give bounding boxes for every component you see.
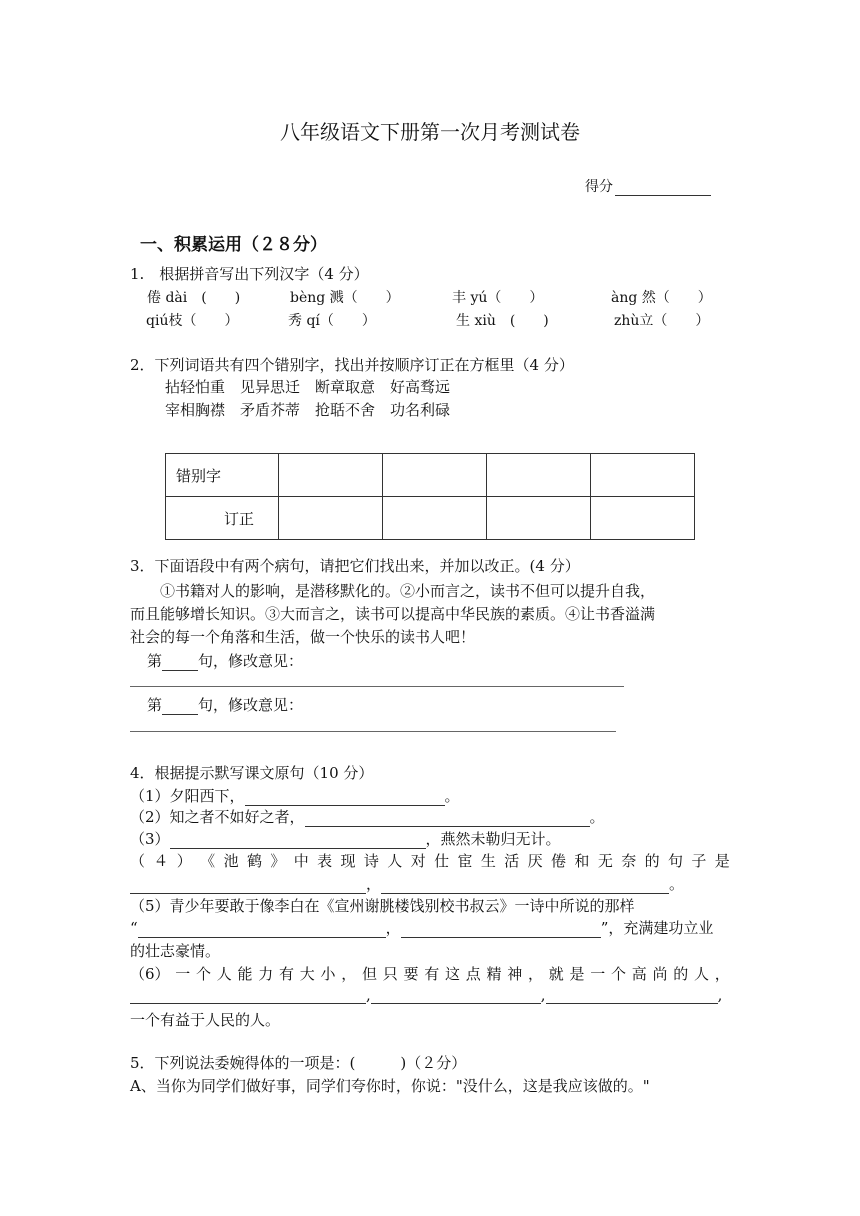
char: 倦 bbox=[551, 852, 567, 870]
q1-item: zhù立（ ） bbox=[614, 313, 710, 329]
char: 句 bbox=[667, 852, 683, 870]
q3-stem: 3．下面语段中有两个病句，请把它们找出来，并加以改正。(4 分） bbox=[130, 557, 580, 575]
char: 一 bbox=[175, 965, 191, 983]
q3-answer-prefix: 第 bbox=[147, 696, 163, 714]
correction-table bbox=[165, 453, 695, 540]
table-row bbox=[166, 497, 695, 540]
char: 一 bbox=[590, 965, 606, 983]
q4-item-5-answers bbox=[130, 917, 713, 938]
char: 要 bbox=[403, 965, 419, 983]
char: 现 bbox=[340, 852, 356, 870]
q4-text: “ bbox=[130, 919, 138, 937]
q3-answer bbox=[147, 694, 303, 715]
table-cell[interactable] bbox=[591, 454, 695, 497]
char: 能 bbox=[237, 965, 253, 983]
q4-item-1 bbox=[130, 785, 460, 806]
char: 只 bbox=[382, 965, 398, 983]
answer-blank[interactable] bbox=[381, 877, 669, 894]
char: 神 bbox=[507, 965, 523, 983]
q3-text: 社会的每一个角落和生活，做一个快乐的读书人吧！ bbox=[130, 628, 476, 646]
q1-item: 丰 yú（ ） bbox=[452, 290, 544, 306]
q3-text: ①书籍对人的影响，是潜移默化的。②小而言之，读书不但可以提升自我， bbox=[160, 582, 656, 600]
score-field bbox=[585, 176, 711, 196]
answer-blank[interactable] bbox=[162, 654, 198, 671]
char: 生 bbox=[480, 852, 496, 870]
q2-words: 拈轻怕重 见异思迁 断章取意 好高骛远 bbox=[165, 378, 451, 396]
q4-text: 。 bbox=[589, 808, 605, 826]
q1-item: qiú枝（ ） bbox=[146, 313, 239, 329]
char: （6） bbox=[130, 965, 170, 983]
char: 人 bbox=[216, 965, 232, 983]
char: 活 bbox=[504, 852, 520, 870]
q3-answer-prefix: 第 bbox=[147, 652, 163, 670]
score-label: 得分 bbox=[585, 179, 613, 195]
table-header-correct: 订正 bbox=[166, 497, 279, 540]
q1-item: bèng 溅（ ） bbox=[290, 290, 400, 306]
q1-stem: 1. 根据拼音写出下列汉字（4 分） bbox=[130, 265, 369, 283]
char: 的 bbox=[673, 965, 689, 983]
char: 鹤 bbox=[246, 852, 262, 870]
char: 宦 bbox=[457, 852, 473, 870]
answer-blank[interactable] bbox=[305, 810, 590, 827]
q4-text: 。 bbox=[444, 787, 460, 805]
char: ４ bbox=[153, 852, 169, 870]
q1-item: 倦 dài ( ) bbox=[147, 290, 241, 306]
q5-stem: 5．下列说法委婉得体的一项是：( )（２分） bbox=[130, 1054, 467, 1072]
q4-text: （2）知之者不如好之者， bbox=[130, 808, 305, 826]
q3-answer-suffix: 句，修改意见： bbox=[198, 696, 304, 714]
char: 子 bbox=[691, 852, 707, 870]
q2-stem: 2．下列词语共有四个错别字，找出并按顺序订正在方框里（4 分） bbox=[130, 356, 574, 374]
table-row bbox=[166, 454, 695, 497]
char: 有 bbox=[424, 965, 440, 983]
answer-blank[interactable] bbox=[162, 698, 198, 715]
char: ， bbox=[714, 965, 730, 983]
char: 就 bbox=[548, 965, 564, 983]
char: 诗 bbox=[363, 852, 379, 870]
q4-text: （3） bbox=[130, 830, 170, 848]
char: 个 bbox=[196, 965, 212, 983]
table-header-wrong: 错别字 bbox=[166, 454, 279, 497]
char: ， bbox=[528, 965, 544, 983]
q4-item-5: （5）青少年要敢于像李白在《宣州谢朓楼饯别校书叔云》一诗中所说的那样 bbox=[130, 897, 635, 915]
score-blank[interactable] bbox=[615, 181, 711, 196]
q3-answer-suffix: 句，修改意见： bbox=[198, 652, 304, 670]
q4-text: 的壮志豪情。 bbox=[130, 942, 221, 960]
section-heading: 一、积累运用（２８分） bbox=[140, 235, 327, 255]
table-cell[interactable] bbox=[383, 497, 487, 540]
answer-line[interactable] bbox=[130, 731, 616, 732]
answer-blank[interactable] bbox=[245, 789, 445, 806]
q4-item-6 bbox=[130, 963, 730, 984]
answer-blank[interactable] bbox=[130, 987, 366, 1004]
q4-item-3 bbox=[130, 828, 561, 849]
table-cell[interactable] bbox=[279, 454, 383, 497]
table-cell[interactable] bbox=[487, 497, 591, 540]
q4-item-2 bbox=[130, 806, 605, 827]
char: 对 bbox=[410, 852, 426, 870]
q4-stem: 4．根据提示默写课文原句（10 分） bbox=[130, 764, 374, 782]
q4-text: , bbox=[366, 986, 371, 1004]
answer-blank[interactable] bbox=[546, 987, 718, 1004]
q4-text: （1）夕阳西下， bbox=[130, 787, 245, 805]
q5-option-a: A、当你为同学们做好事，同学们夸你时，你说："没什么，这是我应该做的。" bbox=[130, 1077, 650, 1095]
char: 奈 bbox=[621, 852, 637, 870]
q4-item-4-answers bbox=[130, 873, 684, 894]
table-cell[interactable] bbox=[591, 497, 695, 540]
table-cell[interactable] bbox=[279, 497, 383, 540]
q4-text: , bbox=[540, 986, 546, 1004]
q4-text: ， bbox=[385, 919, 401, 937]
q2-words: 宰相胸襟 矛盾芥蒂 抢聒不舍 功名利碌 bbox=[165, 401, 451, 419]
char: 的 bbox=[644, 852, 660, 870]
q4-item-4 bbox=[130, 850, 730, 871]
q3-text: 而且能够增长知识。③大而言之，读书可以提高中华民族的素质。④让书香溢满 bbox=[130, 605, 656, 623]
q1-item: 生 xiù ( ) bbox=[456, 313, 549, 329]
table-cell[interactable] bbox=[487, 454, 591, 497]
char: 池 bbox=[223, 852, 239, 870]
char: 表 bbox=[317, 852, 333, 870]
answer-blank[interactable] bbox=[130, 877, 366, 894]
char: 这 bbox=[445, 965, 461, 983]
char: 精 bbox=[486, 965, 502, 983]
char: 力 bbox=[258, 965, 274, 983]
char: 是 bbox=[569, 965, 585, 983]
char: 点 bbox=[465, 965, 481, 983]
char: 和 bbox=[574, 852, 590, 870]
char: 小 bbox=[320, 965, 336, 983]
q4-text: 。 bbox=[669, 875, 685, 893]
answer-blank[interactable] bbox=[138, 921, 386, 938]
char: 仕 bbox=[434, 852, 450, 870]
char: 中 bbox=[293, 852, 309, 870]
char: 》 bbox=[270, 852, 286, 870]
char: 人 bbox=[387, 852, 403, 870]
q4-item-6-answers bbox=[130, 986, 722, 1004]
char: 是 bbox=[714, 852, 730, 870]
q1-item: àng 然（ ） bbox=[611, 290, 712, 306]
answer-blank[interactable] bbox=[401, 921, 601, 938]
char: 但 bbox=[362, 965, 378, 983]
char: 无 bbox=[597, 852, 613, 870]
char: 个 bbox=[611, 965, 627, 983]
char: 高 bbox=[631, 965, 647, 983]
answer-blank[interactable] bbox=[170, 832, 426, 849]
q4-text: ， bbox=[366, 875, 382, 893]
q4-text: 一个有益于人民的人。 bbox=[130, 1011, 281, 1029]
answer-blank[interactable] bbox=[371, 987, 541, 1004]
char: 厌 bbox=[527, 852, 543, 870]
q4-text: ”，充满建功立业 bbox=[600, 919, 714, 937]
q1-item: 秀 qí（ ） bbox=[288, 313, 376, 329]
char: 人 bbox=[694, 965, 710, 983]
char: ） bbox=[176, 852, 192, 870]
char: 尚 bbox=[652, 965, 668, 983]
char: （ bbox=[130, 852, 146, 870]
char: 《 bbox=[200, 852, 216, 870]
q4-text: ，燕然未勒归无计。 bbox=[425, 830, 561, 848]
page-title: 八年级语文下册第一次月考测试卷 bbox=[280, 120, 580, 144]
answer-line[interactable] bbox=[130, 686, 624, 687]
q3-answer bbox=[147, 650, 303, 671]
table-cell[interactable] bbox=[383, 454, 487, 497]
char: ， bbox=[341, 965, 357, 983]
char: 有 bbox=[279, 965, 295, 983]
char: 大 bbox=[299, 965, 315, 983]
q4-text: , bbox=[717, 986, 723, 1004]
